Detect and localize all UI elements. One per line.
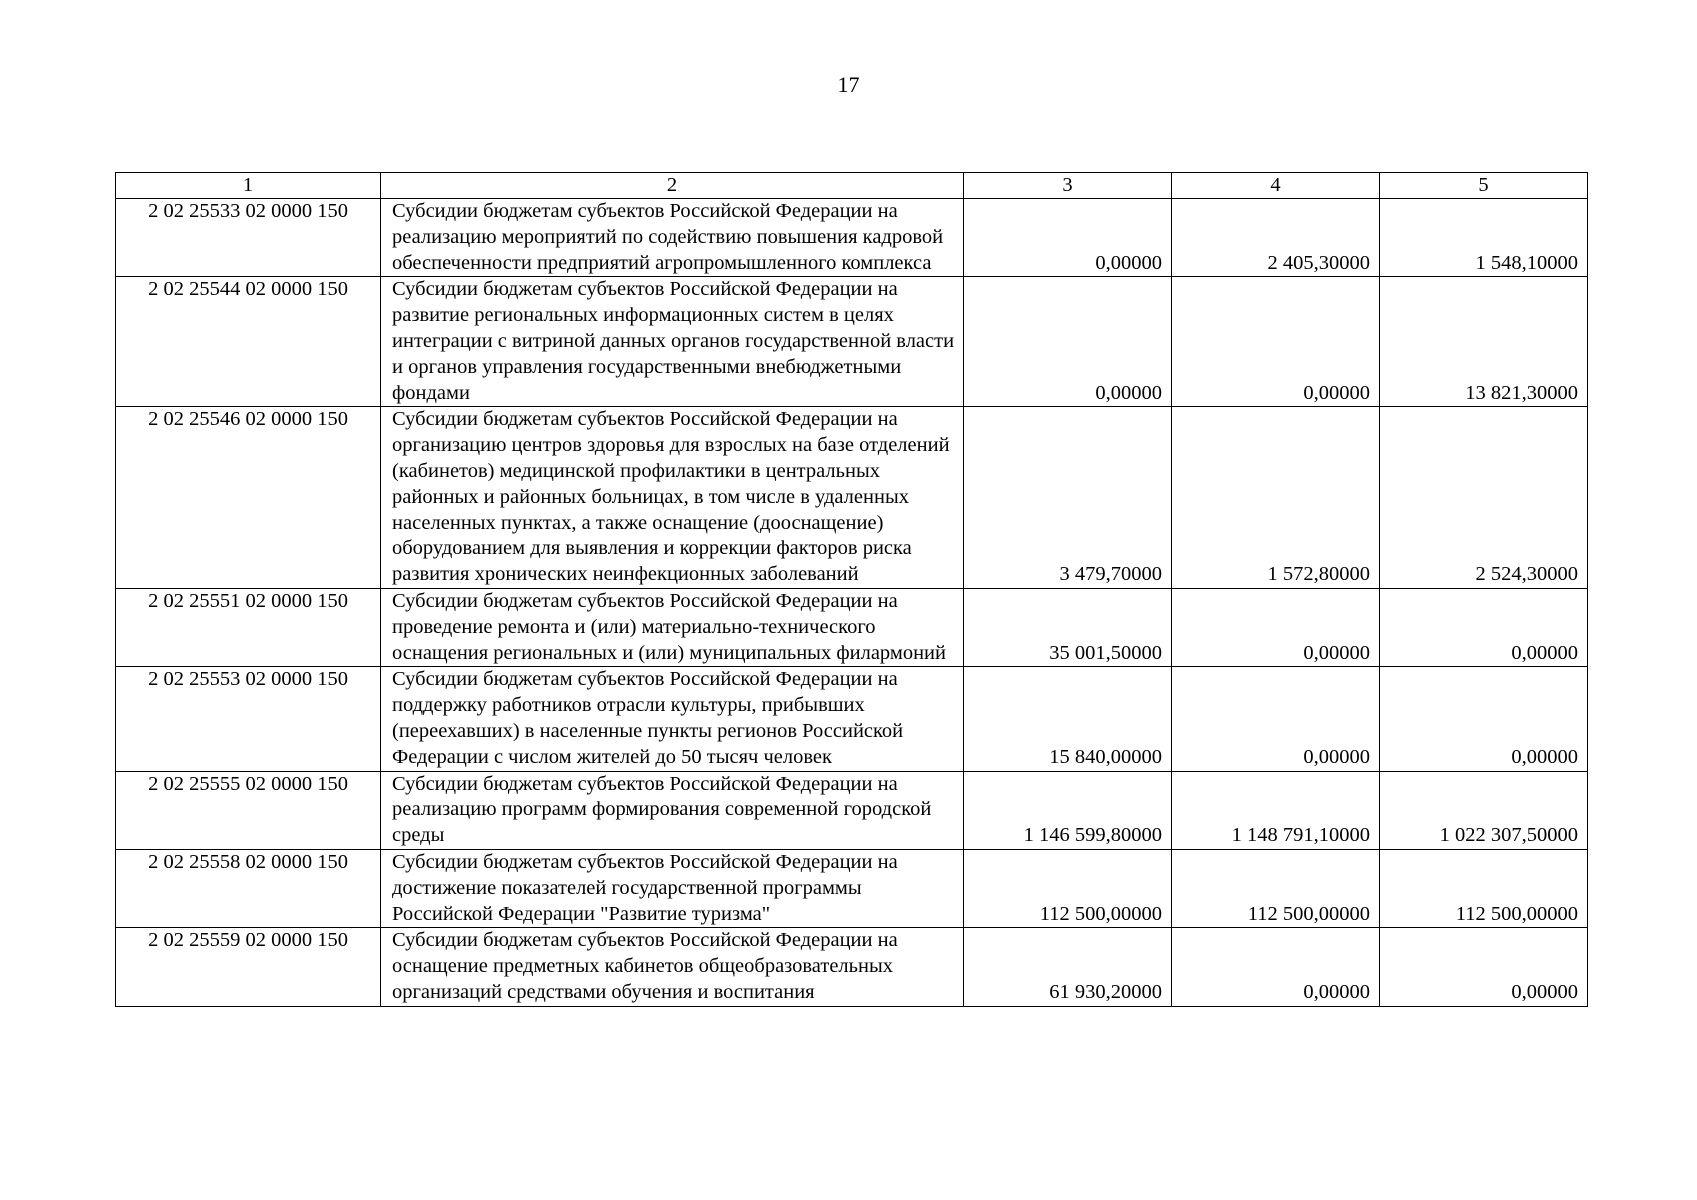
column-header-4: 4 (1172, 173, 1380, 199)
revenue-name-cell: Субсидии бюджетам субъектов Российской Федерации на проведение ремонта и (или) материально-технического оснащения региональных и (или) муниципальных филармоний (381, 588, 964, 666)
amount-col5-cell: 1 022 307,50000 (1380, 771, 1588, 849)
revenue-code-cell: 2 02 25533 02 0000 150 (116, 199, 381, 277)
amount-col5-cell: 0,00000 (1380, 928, 1588, 1006)
amount-col3-cell: 0,00000 (964, 277, 1172, 407)
amount-col5-cell: 1 548,10000 (1380, 199, 1588, 277)
amount-col3-cell: 35 001,50000 (964, 588, 1172, 666)
revenue-code-cell: 2 02 25553 02 0000 150 (116, 667, 381, 771)
amount-col3-cell: 112 500,00000 (964, 849, 1172, 927)
amount-col4-cell: 0,00000 (1172, 928, 1380, 1006)
amount-col5-cell: 13 821,30000 (1380, 277, 1588, 407)
table-row (116, 199, 1588, 277)
amount-col4-cell: 1 572,80000 (1172, 407, 1380, 589)
table-header-row (116, 173, 1588, 199)
amount-col3-cell: 3 479,70000 (964, 407, 1172, 589)
amount-col3-cell: 15 840,00000 (964, 667, 1172, 771)
amount-col5-cell: 0,00000 (1380, 667, 1588, 771)
amount-col4-cell: 2 405,30000 (1172, 199, 1380, 277)
table-row (116, 277, 1588, 407)
table-row (116, 588, 1588, 666)
table-row (116, 928, 1588, 1006)
column-header-3: 3 (964, 173, 1172, 199)
column-header-2: 2 (381, 173, 964, 199)
revenue-code-cell: 2 02 25546 02 0000 150 (116, 407, 381, 589)
revenue-name-cell: Субсидии бюджетам субъектов Российской Федерации на развитие региональных информационных систем в целях интеграции с витриной данных органов государственной власти и органов управления государственными внебюджетными фондами (381, 277, 964, 407)
revenue-name-cell: Субсидии бюджетам субъектов Российской Федерации на организацию центров здоровья для взрослых на базе отделений (кабинетов) медицинской профилактики в центральных районных и районных больницах, в том числе в удаленных населенных пунктах, а также оснащение (дооснащение) оборудованием для выявления и коррекции факторов риска развития хронических неинфекционных заболеваний (381, 407, 964, 589)
revenue-code-cell: 2 02 25551 02 0000 150 (116, 588, 381, 666)
revenue-name-cell: Субсидии бюджетам субъектов Российской Федерации на достижение показателей государственной программы Российской Федерации "Развитие туризма" (381, 849, 964, 927)
revenue-name-cell: Субсидии бюджетам субъектов Российской Федерации на реализацию мероприятий по содействию повышения кадровой обеспеченности предприятий агропромышленного комплекса (381, 199, 964, 277)
column-header-1: 1 (116, 173, 381, 199)
revenue-code-cell: 2 02 25555 02 0000 150 (116, 771, 381, 849)
table-row (116, 849, 1588, 927)
amount-col4-cell: 0,00000 (1172, 667, 1380, 771)
amount-col4-cell: 1 148 791,10000 (1172, 771, 1380, 849)
table-row (116, 771, 1588, 849)
amount-col5-cell: 2 524,30000 (1380, 407, 1588, 589)
budget-revenue-table (115, 172, 1588, 1007)
revenue-name-cell: Субсидии бюджетам субъектов Российской Федерации на реализацию программ формирования современной городской среды (381, 771, 964, 849)
amount-col5-cell: 112 500,00000 (1380, 849, 1588, 927)
revenue-name-cell: Субсидии бюджетам субъектов Российской Федерации на поддержку работников отрасли культуры, прибывших (переехавших) в населенные пункты регионов Российской Федерации с числом жителей до 50 тысяч человек (381, 667, 964, 771)
amount-col4-cell: 112 500,00000 (1172, 849, 1380, 927)
page-number: 17 (837, 72, 860, 97)
revenue-name-cell: Субсидии бюджетам субъектов Российской Федерации на оснащение предметных кабинетов общеобразовательных организаций средствами обучения и воспитания (381, 928, 964, 1006)
amount-col5-cell: 0,00000 (1380, 588, 1588, 666)
amount-col3-cell: 61 930,20000 (964, 928, 1172, 1006)
column-header-5: 5 (1380, 173, 1588, 199)
amount-col3-cell: 0,00000 (964, 199, 1172, 277)
revenue-code-cell: 2 02 25558 02 0000 150 (116, 849, 381, 927)
revenue-code-cell: 2 02 25544 02 0000 150 (116, 277, 381, 407)
table-row (116, 667, 1588, 771)
amount-col3-cell: 1 146 599,80000 (964, 771, 1172, 849)
amount-col4-cell: 0,00000 (1172, 588, 1380, 666)
revenue-code-cell: 2 02 25559 02 0000 150 (116, 928, 381, 1006)
amount-col4-cell: 0,00000 (1172, 277, 1380, 407)
table-row (116, 407, 1588, 589)
